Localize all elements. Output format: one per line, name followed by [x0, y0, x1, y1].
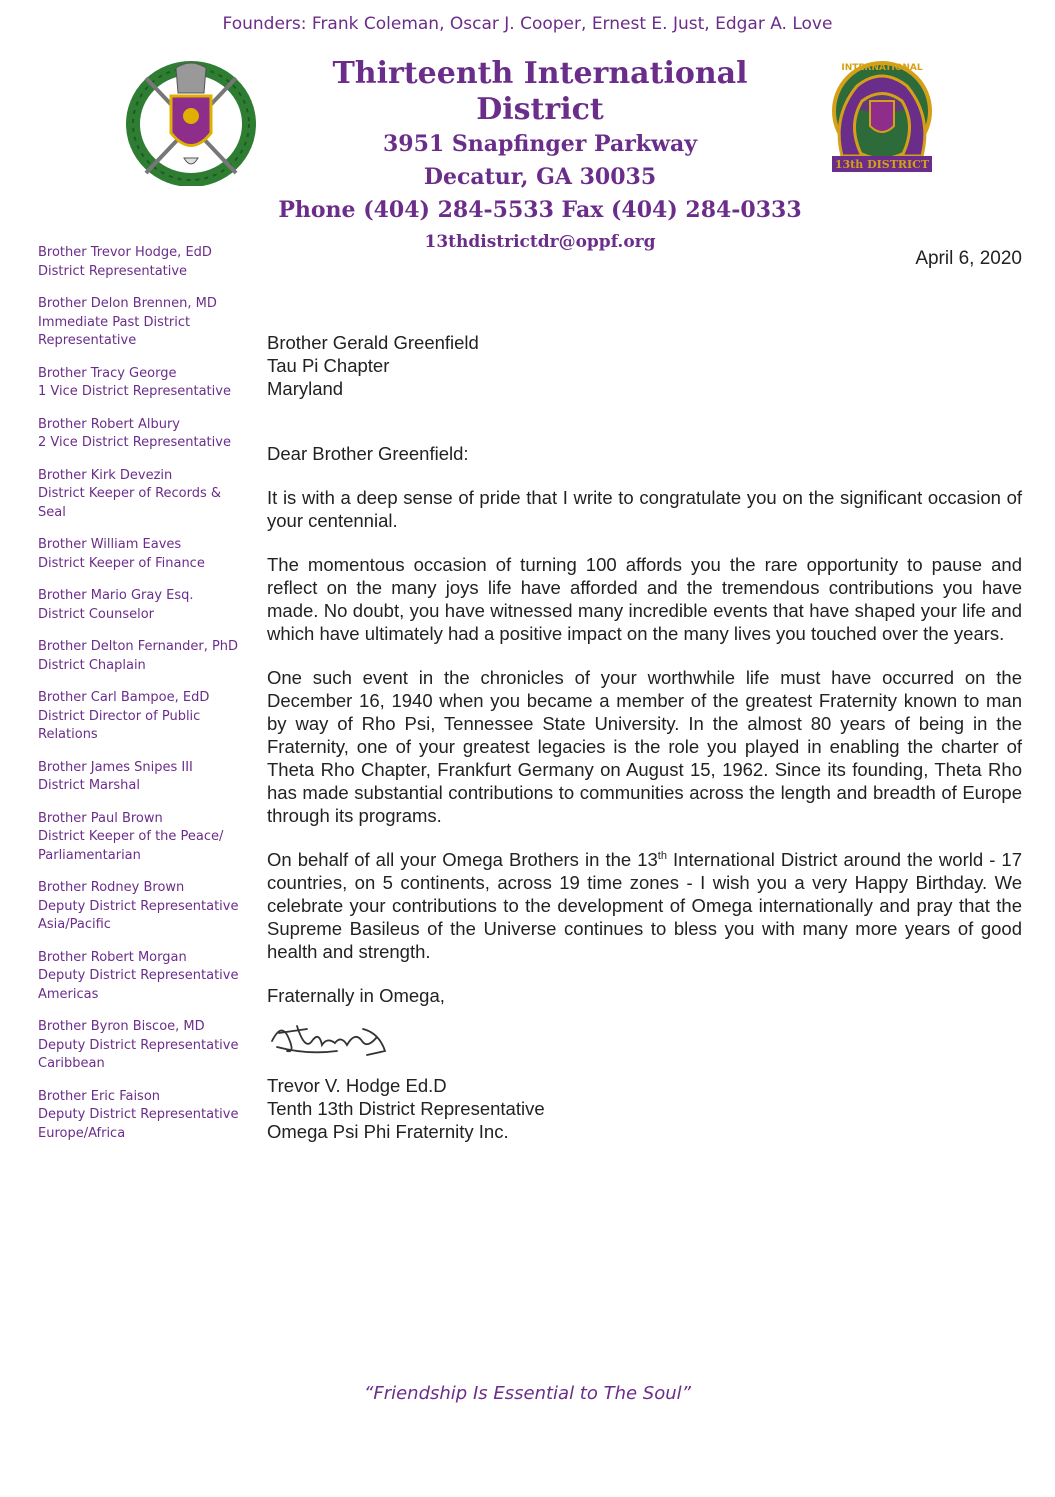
- officer-title: Deputy District Representative: [38, 1037, 239, 1053]
- officer-title: Europe/Africa: [38, 1125, 126, 1141]
- officer-title: District Marshal: [38, 778, 140, 793]
- officer-entry: [38, 536, 253, 573]
- officer-name: Brother William Eaves: [38, 537, 182, 552]
- officer-entry: [38, 638, 253, 675]
- officer-entry: [38, 949, 253, 1005]
- officer-title: Representative: [38, 333, 137, 348]
- officer-title: District Keeper of Finance: [38, 555, 205, 571]
- paragraph-4-part-a: On behalf of all your Omega Brothers in the 13: [267, 849, 658, 870]
- recipient-line: Maryland: [267, 378, 344, 399]
- officer-entry: [38, 810, 253, 866]
- handwritten-signature: [267, 1011, 407, 1061]
- officer-name: Brother Carl Bampoe, EdD: [38, 690, 210, 705]
- paragraph-1: It is with a deep sense of pride that I write to congratulate you on the significant occasion of your centennial.: [267, 487, 1022, 531]
- founders-line: Founders: Frank Coleman, Oscar J. Cooper, Ernest E. Just, Edgar A. Love: [222, 14, 833, 34]
- officer-name: Brother Rodney Brown: [38, 880, 185, 895]
- officer-title: District Representative: [38, 263, 188, 279]
- officer-title: Seal: [38, 504, 66, 520]
- crest-bottom-text: 13th DISTRICT: [834, 158, 930, 171]
- paragraph-4-superscript: th: [657, 849, 667, 862]
- officer-name: Brother Kirk Devezin: [38, 467, 173, 483]
- officer-list: [38, 244, 253, 1157]
- officer-title: District Keeper of the Peace/: [38, 829, 224, 844]
- officer-title: District Keeper of Records &: [38, 486, 222, 501]
- officer-name: Brother Byron Biscoe, MD: [38, 1019, 205, 1034]
- officer-entry: [38, 879, 253, 935]
- officer-name: Brother Tracy George: [38, 365, 177, 381]
- letterhead: [270, 56, 810, 257]
- officer-title: District Director of Public: [38, 708, 201, 724]
- officer-name: Brother Mario Gray Esq.: [38, 588, 194, 603]
- paragraph-3: One such event in the chronicles of your worthwhile life must have occurred on the December 16, 1940 when you became a member of the greatest Fraternity known to man by way of Rho Psi, Tennessee State University. In the almost 80 years of being in the Fraternity, one of your greatest legacies is the role you played in enabling the charter of Theta Rho Chapter, Frankfurt Germany on August 15, 1962. Since its founding, Theta Rho has made substantial contributions to communities across the length and breadth of Europe through its programs.: [267, 667, 1022, 826]
- officer-name: Brother James Snipes III: [38, 759, 193, 775]
- signer-title: Tenth 13th District Representative: [267, 1098, 545, 1119]
- officer-name: Brother Paul Brown: [38, 810, 163, 826]
- officer-entry: [38, 587, 253, 624]
- paragraph-2: The momentous occasion of turning 100 affords you the rare opportunity to pause and reflect on the many joys life have afforded and the tremendous contributions you have made. No doubt, you have witnessed many incredible events that have shaped your life and which have ultimately had a positive impact on the many lives you touched over the years.: [267, 554, 1022, 644]
- paragraph-4-part-b: International District around the world - 17 countries, on 5 continents, across 19 time zones - I wish you a very Happy Birthday. We celebrate your contributions to the development of Omega internationally and pray that the Supreme Basileus of the Universe continues to bless you with many more years of good health and strength.: [267, 849, 1022, 962]
- closing: Fraternally in Omega,: [267, 985, 445, 1006]
- district-phone: Phone (404) 284-5533 Fax (404) 284-0333: [278, 197, 802, 223]
- officer-name: Brother Robert Albury: [38, 416, 181, 432]
- district-email: 13thdistrictdr@oppf.org: [424, 232, 656, 252]
- officer-title: Immediate Past District: [38, 314, 191, 330]
- officer-name: Brother Eric Faison: [38, 1088, 161, 1104]
- officer-title: Asia/Pacific: [38, 917, 111, 932]
- officer-title: 1 Vice District Representative: [38, 384, 231, 399]
- officer-entry: [38, 467, 253, 523]
- officer-entry: [38, 689, 253, 745]
- officer-title: 2 Vice District Representative: [38, 435, 231, 450]
- officer-entry: [38, 416, 253, 453]
- officer-title: Deputy District Representative: [38, 898, 239, 914]
- paragraph-4: [267, 848, 1022, 963]
- officer-title: Americas: [38, 986, 99, 1002]
- officer-name: Brother Delton Fernander, PhD: [38, 639, 239, 654]
- officer-title: Deputy District Representative: [38, 968, 239, 983]
- district-city: Decatur, GA 30035: [423, 164, 657, 190]
- officer-entry: [38, 295, 253, 351]
- officer-name: Brother Delon Brennen, MD: [38, 296, 217, 311]
- district-title: Thirteenth International District: [332, 56, 748, 127]
- officer-entry: [38, 365, 253, 402]
- officer-name: Brother Trevor Hodge, EdD: [38, 245, 212, 260]
- officer-entry: [38, 1018, 253, 1074]
- crest-top-text: INTERNATIONAL: [841, 63, 923, 73]
- officer-entry: [38, 1088, 253, 1144]
- officer-title: Parliamentarian: [38, 847, 141, 863]
- salutation: Dear Brother Greenfield:: [267, 443, 469, 464]
- officer-entry: [38, 759, 253, 796]
- district-address: 3951 Snapfinger Parkway: [382, 131, 698, 157]
- motto: “Friendship Is Essential to The Soul”: [364, 1383, 691, 1404]
- letter-date: April 6, 2020: [915, 248, 1022, 269]
- signer-organization: Omega Psi Phi Fraternity Inc.: [267, 1121, 509, 1142]
- recipient-line: Brother Gerald Greenfield: [267, 332, 479, 353]
- officer-title: Deputy District Representative: [38, 1107, 239, 1122]
- recipient-line: Tau Pi Chapter: [267, 355, 390, 376]
- officer-title: Caribbean: [38, 1056, 105, 1071]
- officer-name: Brother Robert Morgan: [38, 949, 187, 965]
- fraternity-crest-logo: [126, 58, 256, 186]
- officer-entry: [38, 244, 253, 281]
- district-crest-logo: [822, 56, 942, 178]
- officer-title: District Counselor: [38, 606, 155, 622]
- officer-title: District Chaplain: [38, 657, 146, 673]
- signer-name: Trevor V. Hodge Ed.D: [267, 1075, 447, 1096]
- officer-title: Relations: [38, 727, 98, 742]
- letter-body: [267, 310, 1022, 1143]
